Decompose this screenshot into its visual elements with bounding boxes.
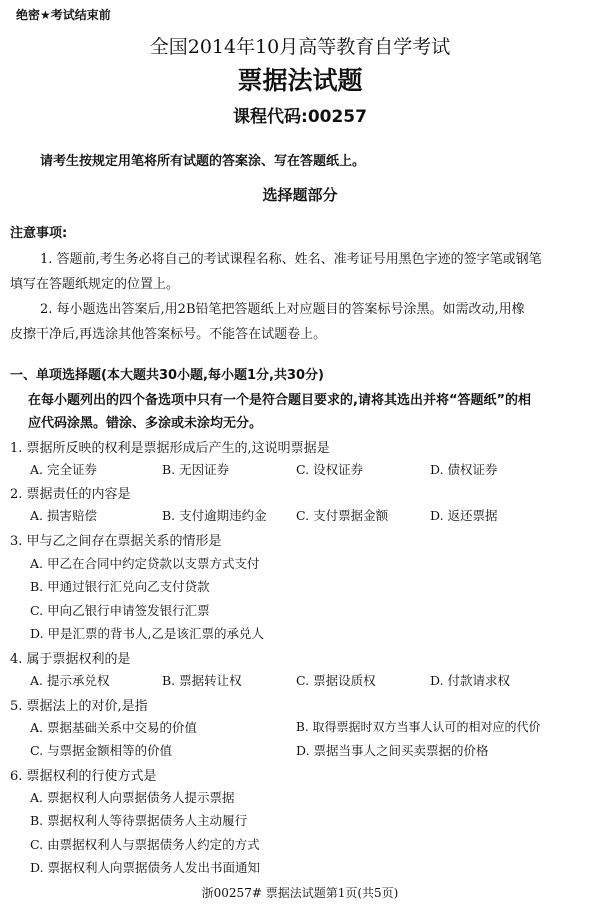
question-option: C. 设权证券: [296, 462, 364, 477]
question-option: B. 甲通过银行汇兑向乙支付贷款: [30, 579, 210, 594]
question-option: D. 票据当事人之间买卖票据的价格: [296, 743, 489, 758]
question-stem: 2. 票据责任的内容是: [10, 487, 131, 502]
part-instruction: 在每小题列出的四个备选项中只有一个是符合题目要求的,请将其选出并将“答题纸”的相: [28, 393, 532, 408]
question-option: B. 支付逾期违约金: [162, 508, 267, 523]
question-option: A. 票据基础关系中交易的价值: [30, 720, 197, 735]
notes-heading: 注意事项:: [10, 226, 68, 241]
question-option: A. 票据权利人向票据债务人提示票据: [30, 790, 235, 805]
question-option: D. 票据权利人向票据债务人发出书面通知: [30, 860, 261, 875]
question-option: B. 票据权利人等待票据债务人主动履行: [30, 813, 248, 828]
question-option: A. 提示承兑权: [30, 673, 110, 688]
question-option: B. 无因证券: [162, 462, 230, 477]
question-option: B. 取得票据时双方当事人认可的相对应的代价: [296, 720, 541, 734]
question-option: C. 甲向乙银行申请签发银行汇票: [30, 603, 210, 618]
notes-line: 皮擦干净后,再选涂其他答案标号。不能答在试题卷上。: [10, 327, 327, 342]
secret-mark: 绝密★考试结束前: [16, 8, 111, 22]
question-option: C. 票据设质权: [296, 673, 376, 688]
paper-title: 票据法试题: [237, 66, 363, 95]
exam-title: 全国2014年10月高等教育自学考试: [149, 36, 451, 58]
question-stem: 5. 票据法上的对价,是指: [10, 699, 148, 714]
question-option: C. 与票据金额相等的价值: [30, 743, 173, 758]
question-option: A. 损害赔偿: [30, 508, 97, 523]
question-option: B. 票据转让权: [162, 673, 242, 688]
question-option: C. 支付票据金额: [296, 508, 389, 523]
question-option: A. 完全证券: [30, 462, 97, 477]
question-stem: 3. 甲与乙之间存在票据关系的情形是: [10, 534, 222, 549]
question-stem: 6. 票据权利的行使方式是: [10, 769, 157, 784]
question-stem: 4. 属于票据权利的是: [10, 652, 131, 667]
course-code: 课程代码:00257: [233, 107, 367, 127]
section-title: 选择题部分: [262, 186, 338, 204]
part-heading: 一、单项选择题(本大题共30小题,每小题1分,共30分): [10, 368, 324, 383]
question-option: D. 甲是汇票的背书人,乙是该汇票的承兑人: [30, 626, 264, 641]
question-option: D. 返还票据: [430, 508, 498, 523]
question-option: D. 债权证券: [430, 462, 498, 477]
question-option: C. 由票据权利人与票据债务人约定的方式: [30, 837, 260, 852]
question-stem: 1. 票据所反映的权利是票据形成后产生的,这说明票据是: [10, 441, 330, 456]
question-option: A. 甲乙在合同中约定贷款以支票方式支付: [30, 556, 260, 571]
question-option: D. 付款请求权: [430, 673, 511, 688]
notes-line: 1. 答题前,考生务必将自己的考试课程名称、姓名、准考证号用黑色字迹的签字笔或钢笔: [40, 252, 542, 267]
notes-line: 2. 每小题选出答案后,用2B铅笔把答题纸上对应题目的答案标号涂黑。如需改动,用橡: [40, 302, 525, 317]
page-footer: 浙00257# 票据法试题第1页(共5页): [201, 886, 399, 900]
part-instruction: 应代码涂黑。错涂、多涂或未涂均无分。: [28, 416, 263, 431]
intro-text: 请考生按规定用笔将所有试题的答案涂、写在答题纸上。: [40, 154, 366, 169]
notes-line: 填写在答题纸规定的位置上。: [10, 277, 180, 292]
